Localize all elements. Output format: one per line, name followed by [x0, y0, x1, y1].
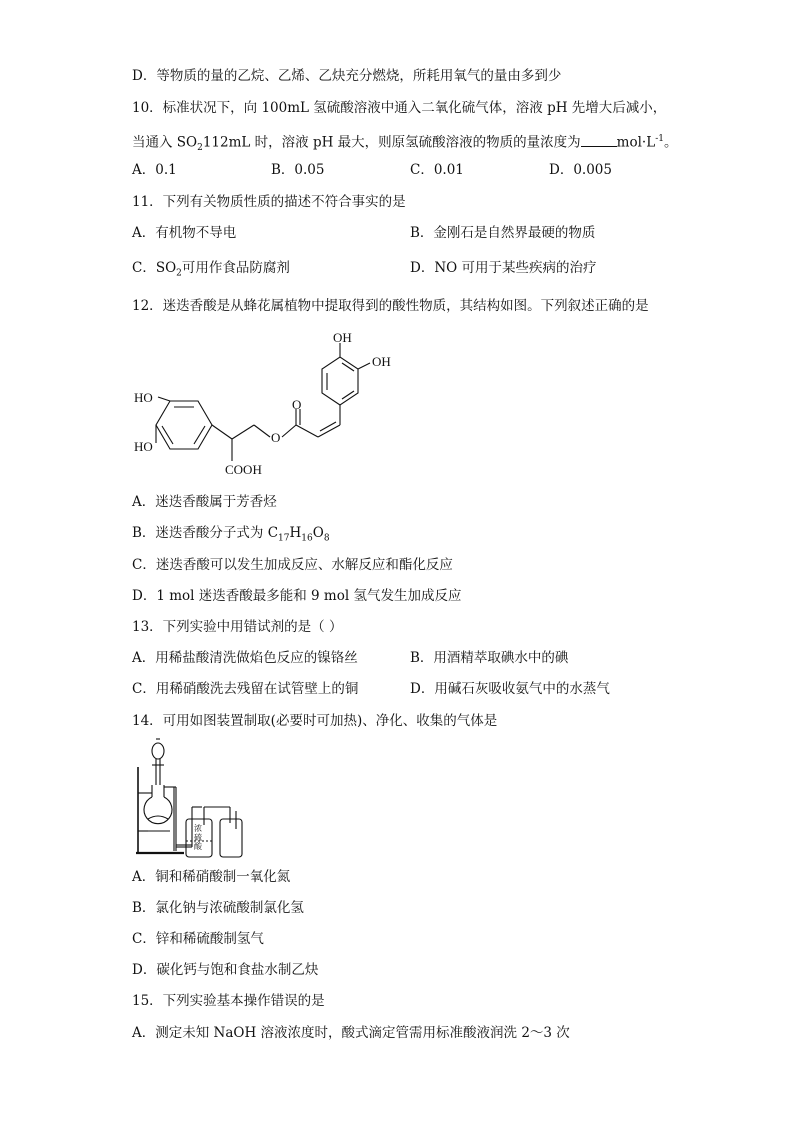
q14-option-d[interactable]: D．碳化钙与饱和食盐水制乙炔 — [132, 962, 319, 978]
q9-option-d: D．等物质的量的乙烷、乙烯、乙炔充分燃烧，所耗用氧气的量由多到少 — [132, 68, 562, 84]
structure-label-carbonyl-o: O — [292, 397, 302, 412]
q10-option-c[interactable]: C．0.01 — [410, 162, 464, 178]
q14-option-a[interactable]: A．铜和稀硝酸制一氧化氮 — [132, 869, 291, 885]
bottle-label-char-1: 浓 — [194, 824, 202, 833]
q14-option-b[interactable]: B．氯化钠与浓硫酸制氯化氢 — [132, 900, 304, 916]
q12-stem: 12．迷迭香酸是从蜂花属植物中提取得到的酸性物质，其结构如图。下列叙述正确的是 — [132, 298, 649, 314]
separatory-funnel — [152, 743, 164, 759]
structure-label-ester-o: O — [271, 430, 281, 445]
q10-option-d[interactable]: D．0.005 — [549, 162, 612, 178]
q12-option-a[interactable]: A．迷迭香酸属于芳香烃 — [132, 494, 277, 510]
q15-stem: 15．下列实验基本操作错误的是 — [132, 993, 325, 1009]
q11-stem: 11．下列有关物质性质的描述不符合事实的是 — [132, 194, 406, 210]
q11-option-c[interactable]: C．$SO_2$可用作食品防腐剂 — [132, 260, 290, 279]
structure-label-ho-lower: HO — [134, 439, 153, 454]
q13-option-b[interactable]: B．用酒精萃取碘水中的碘 — [410, 650, 569, 666]
q10-stem-line1: 10．标准状况下，向 100mL 氢硫酸溶液中通入二氧化硫气体，溶液 pH 先增大后减小， — [132, 100, 667, 116]
q12-option-b[interactable]: B．迷迭香酸分子式为 $C_{17}H_{16}O_8$ — [132, 525, 330, 544]
round-bottom-flask — [144, 797, 172, 824]
q11-option-a[interactable]: A．有机物不导电 — [132, 225, 237, 241]
bottle-label-char-3: 酸 — [194, 842, 202, 851]
q14-option-c[interactable]: C．锌和稀硫酸制氢气 — [132, 931, 264, 947]
q13-option-a[interactable]: A．用稀盐酸清洗做焰色反应的镍铬丝 — [132, 650, 358, 666]
q11-option-d[interactable]: D．NO 可用于某些疾病的治疗 — [410, 260, 597, 276]
q10-option-a[interactable]: A．0.1 — [132, 162, 177, 178]
structure-label-ho-upper: HO — [134, 390, 153, 405]
q11-option-b[interactable]: B．金刚石是自然界最硬的物质 — [410, 225, 596, 241]
left-benzene-ring — [156, 401, 212, 449]
gas-apparatus-diagram — [130, 737, 250, 859]
answer-blank[interactable] — [581, 134, 617, 147]
collection-bottle — [220, 819, 242, 857]
q13-option-d[interactable]: D．用碱石灰吸收氨气中的水蒸气 — [410, 681, 610, 697]
q13-stem: 13．下列实验中用错试剂的是（ ） — [132, 619, 343, 635]
q10-option-b[interactable]: B．0.05 — [271, 162, 325, 178]
q15-option-a[interactable]: A．测定未知 NaOH 溶液浓度时，酸式滴定管需用标准酸液润洗 2～3 次 — [132, 1025, 570, 1041]
q14-stem: 14．可用如图装置制取(必要时可加热)、净化、收集的气体是 — [132, 713, 498, 729]
q10-stem-line2: 当通入 $SO_2112mL$ 时，溶液 pH 最大，则原氢硫酸溶液的物质的量浓度为 $mol\cdot L^{-1}$。 — [132, 134, 678, 154]
rosmarinic-acid-structure — [128, 325, 408, 485]
q12-option-c[interactable]: C．迷迭香酸可以发生加成反应、水解反应和酯化反应 — [132, 557, 453, 573]
q12-option-d[interactable]: D．1 mol 迷迭香酸最多能和 9 mol 氢气发生加成反应 — [132, 588, 462, 604]
structure-label-oh-top: OH — [333, 330, 352, 345]
bottle-label-char-2: 硫 — [194, 833, 202, 842]
structure-label-cooh: COOH — [225, 462, 262, 477]
structure-label-oh-right: OH — [372, 354, 391, 369]
q13-option-c[interactable]: C．用稀硝酸洗去残留在试管壁上的铜 — [132, 681, 359, 697]
